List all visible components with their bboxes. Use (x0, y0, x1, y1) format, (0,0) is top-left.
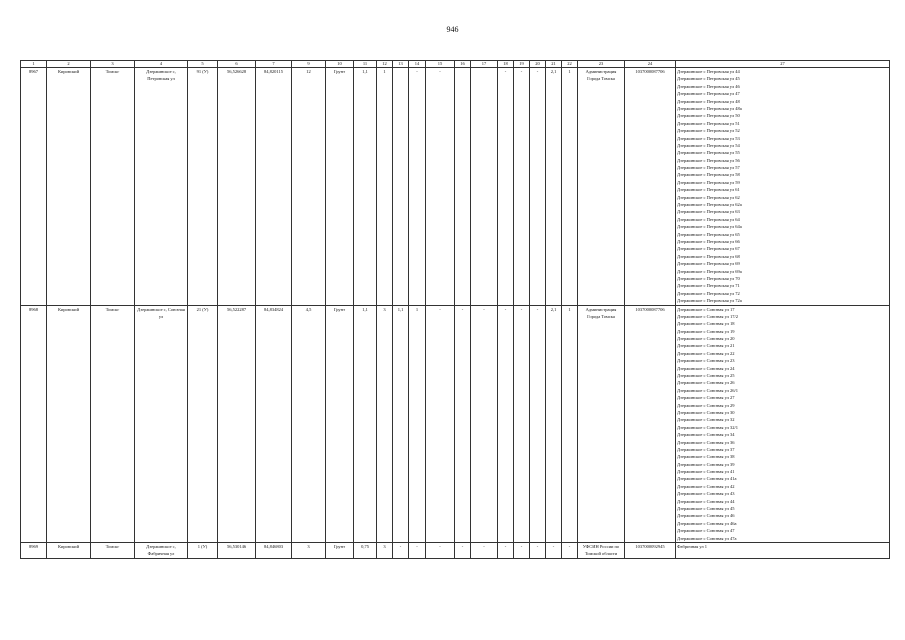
cell-c18: - (498, 305, 514, 543)
cell-c15: - (426, 305, 455, 543)
column-header-9: 9 (292, 61, 326, 68)
cell-c14: - (409, 543, 426, 559)
column-header-4: 4 (135, 61, 188, 68)
address-item: Дзержинское с Союзная ул 46 (677, 513, 735, 519)
registry-table (20, 60, 890, 559)
column-header-row (21, 61, 890, 68)
cell-c7: 84,834824 (256, 305, 292, 543)
column-header-5: 5 (188, 61, 218, 68)
address-item: Дзержинское с Петровская ул 61 (677, 187, 740, 193)
address-item: Дзержинское с Союзная ул 25 (677, 373, 735, 379)
cell-c4: Дзержинское с, Фабричная ул (135, 543, 188, 559)
column-header-15: 15 (426, 61, 455, 68)
cell-addresses (676, 305, 890, 543)
column-header-7: 7 (256, 61, 292, 68)
address-item: Дзержинское с Петровская ул 56 (677, 157, 740, 163)
page-number: 946 (446, 25, 459, 34)
cell-c7: 84,846803 (256, 543, 292, 559)
cell-c9: 4,5 (292, 305, 326, 543)
cell-c10: Грунт (326, 68, 354, 306)
address-item: Дзержинское с Союзная ул 44 (677, 498, 735, 504)
address-item: Дзержинское с Петровская ул 48 (677, 98, 740, 104)
address-item: Дзержинское с Петровская ул 72а (677, 298, 742, 304)
cell-c20: - (530, 543, 546, 559)
address-item: Дзержинское с Петровская ул 62а (677, 202, 742, 208)
address-item: Дзержинское с Петровская ул 64а (677, 224, 742, 230)
address-item: Фабричная ул 1 (677, 544, 708, 549)
cell-c11: 1,1 (354, 305, 377, 543)
cell-c23: Администрация Города Томска (578, 305, 625, 543)
column-header-6: 6 (218, 61, 256, 68)
address-item: Дзержинское с Петровская ул 63 (677, 209, 740, 215)
column-header-22: 22 (562, 61, 578, 68)
address-item: Дзержинское с Петровская ул 54 (677, 142, 740, 148)
address-item: Дзержинское с Петровская ул 62 (677, 194, 740, 200)
column-header-1: 1 (21, 61, 47, 68)
column-header-19: 19 (514, 61, 530, 68)
cell-c11: 0,75 (354, 543, 377, 559)
cell-c1: 8969 (21, 543, 47, 559)
address-item: Дзержинское с Союзная ул 37 (677, 446, 735, 452)
cell-c20: - (530, 305, 546, 543)
cell-c15: - (426, 68, 455, 306)
address-item: Дзержинское с Союзная ул 32 (677, 417, 735, 423)
cell-c10: Грунт (326, 305, 354, 543)
address-item: Дзержинское с Петровская ул 50 (677, 113, 740, 119)
table-row (21, 543, 890, 559)
cell-c19: - (514, 305, 530, 543)
column-header-24: 24 (625, 61, 676, 68)
column-header-20: 20 (530, 61, 546, 68)
cell-c11: 1,1 (354, 68, 377, 306)
cell-c2: Кировский (47, 68, 91, 306)
address-item: Дзержинское с Петровская ул 44 (677, 69, 740, 74)
address-item: Дзержинское с Петровская ул 55 (677, 150, 740, 156)
cell-c14: - (409, 68, 426, 306)
address-item: Дзержинское с Петровская ул 58 (677, 172, 740, 178)
cell-c5: 1 (У) (188, 543, 218, 559)
cell-c18: - (498, 543, 514, 559)
cell-c2: Кировский (47, 305, 91, 543)
cell-c5: 21 (У) (188, 305, 218, 543)
address-item: Дзержинское с Петровская ул 71 (677, 283, 740, 289)
table-row (21, 68, 890, 306)
address-item: Дзержинское с Петровская ул 47 (677, 91, 740, 97)
cell-c12: 1 (377, 68, 393, 306)
address-item: Дзержинское с Петровская ул 66 (677, 238, 740, 244)
column-header-17: 17 (471, 61, 498, 68)
cell-c24: 1037000087706 (625, 68, 676, 306)
address-item: Дзержинское с Союзная ул 45 (677, 506, 735, 512)
cell-c24: 1037000087706 (625, 305, 676, 543)
cell-c4: Дзержинское с, Петровская ул (135, 68, 188, 306)
address-item: Дзержинское с Петровская ул 53 (677, 135, 740, 141)
cell-c10: Грунт (326, 543, 354, 559)
cell-c12: 3 (377, 543, 393, 559)
column-header-12: 12 (377, 61, 393, 68)
cell-c16: - (455, 305, 471, 543)
cell-c6: 56,530146 (218, 543, 256, 559)
column-header-3: 3 (91, 61, 135, 68)
address-item: Дзержинское с Союзная ул 21 (677, 343, 735, 349)
cell-c9: 3 (292, 543, 326, 559)
cell-c13 (393, 68, 409, 306)
cell-c3: Томскг (91, 543, 135, 559)
address-item: Дзержинское с Союзная ул 26 (677, 380, 735, 386)
cell-c18: - (498, 68, 514, 306)
column-header-27: 27 (676, 61, 890, 68)
cell-c21: - (546, 543, 562, 559)
cell-c24: 1037000092945 (625, 543, 676, 559)
cell-c17: - (471, 305, 498, 543)
address-item: Дзержинское с Петровская ул 46 (677, 83, 740, 89)
address-item: Дзержинское с Союзная ул 47 (677, 528, 735, 534)
cell-c7: 84,820115 (256, 68, 292, 306)
column-header-16: 16 (455, 61, 471, 68)
column-header-23: 23 (578, 61, 625, 68)
cell-c1: 8968 (21, 305, 47, 543)
cell-c13: - (393, 543, 409, 559)
address-item: Дзержинское с Союзная ул 47а (677, 535, 737, 541)
cell-c12: 3 (377, 305, 393, 543)
cell-c20: - (530, 68, 546, 306)
column-header-21: 21 (546, 61, 562, 68)
address-item: Дзержинское с Союзная ул 27 (677, 395, 735, 401)
cell-c23: Администрация Города Томска (578, 68, 625, 306)
cell-c16 (455, 68, 471, 306)
address-item: Дзержинское с Петровская ул 64 (677, 216, 740, 222)
cell-c17 (471, 68, 498, 306)
column-header-18: 18 (498, 61, 514, 68)
column-header-13: 13 (393, 61, 409, 68)
table-row (21, 305, 890, 543)
address-item: Дзержинское с Союзная ул 38 (677, 454, 735, 460)
address-item: Дзержинское с Петровская ул 65 (677, 231, 740, 237)
cell-c22: - (562, 543, 578, 559)
cell-c3: Томскг (91, 305, 135, 543)
address-item: Дзержинское с Союзная ул 39 (677, 461, 735, 467)
cell-c1: 8967 (21, 68, 47, 306)
address-item: Дзержинское с Союзная ул 26/1 (677, 387, 739, 393)
cell-c4: Дзержинское с, Союзная ул (135, 305, 188, 543)
column-header-14: 14 (409, 61, 426, 68)
address-item: Дзержинское с Союзная ул 18 (677, 321, 735, 327)
cell-c5: 91 (У) (188, 68, 218, 306)
cell-c9: 12 (292, 68, 326, 306)
address-item: Дзержинское с Союзная ул 22 (677, 350, 735, 356)
cell-c16: - (455, 543, 471, 559)
cell-c19: - (514, 543, 530, 559)
column-header-10: 10 (326, 61, 354, 68)
cell-c22: 1 (562, 68, 578, 306)
cell-c3: Томскг (91, 68, 135, 306)
address-item: Дзержинское с Союзная ул 19 (677, 328, 735, 334)
address-item: Дзержинское с Петровская ул 70 (677, 275, 740, 281)
column-header-2: 2 (47, 61, 91, 68)
address-item: Дзержинское с Союзная ул 30 (677, 409, 735, 415)
address-item: Дзержинское с Союзная ул 43 (677, 491, 735, 497)
address-item: Дзержинское с Союзная ул 46а (677, 520, 737, 526)
address-item: Дзержинское с Союзная ул 36 (677, 439, 735, 445)
cell-c2: Кировский (47, 543, 91, 559)
address-item: Дзержинское с Петровская ул 59 (677, 179, 740, 185)
address-item: Дзержинское с Союзная ул 20 (677, 336, 735, 342)
address-item: Дзержинское с Союзная ул 41а (677, 476, 737, 482)
address-item: Дзержинское с Союзная ул 34 (677, 432, 735, 438)
cell-c13: 1,1 (393, 305, 409, 543)
address-item: Дзержинское с Союзная ул 29 (677, 402, 735, 408)
address-item: Дзержинское с Союзная ул 17/2 (677, 313, 739, 319)
column-header-11: 11 (354, 61, 377, 68)
cell-c15: - (426, 543, 455, 559)
address-item: Дзержинское с Петровская ул 69 (677, 261, 740, 267)
cell-c19: - (514, 68, 530, 306)
address-item: Дзержинское с Петровская ул 57 (677, 165, 740, 171)
cell-addresses (676, 543, 890, 559)
cell-c17: - (471, 543, 498, 559)
address-item: Дзержинское с Петровская ул 67 (677, 246, 740, 252)
address-item: Дзержинское с Союзная ул 24 (677, 365, 735, 371)
cell-c6: 56,522287 (218, 305, 256, 543)
address-item: Дзержинское с Союзная ул 17 (677, 306, 735, 312)
cell-c23: УФСИН России по Томской области (578, 543, 625, 559)
cell-addresses (676, 68, 890, 306)
address-item: Дзержинское с Петровская ул 48а (677, 105, 742, 111)
address-item: Дзержинское с Союзная ул 32/1 (677, 424, 739, 430)
cell-c6: 56,526628 (218, 68, 256, 306)
address-item: Дзержинское с Петровская ул 52 (677, 128, 740, 134)
address-item: Дзержинское с Петровская ул 51 (677, 120, 740, 126)
cell-c21: 2,1 (546, 305, 562, 543)
address-item: Дзержинское с Петровская ул 45 (677, 76, 740, 82)
cell-c22: 1 (562, 305, 578, 543)
cell-c14: 1 (409, 305, 426, 543)
address-item: Дзержинское с Союзная ул 42 (677, 483, 735, 489)
address-item: Дзержинское с Союзная ул 41 (677, 469, 735, 475)
cell-c21: 2,1 (546, 68, 562, 306)
address-item: Дзержинское с Петровская ул 72 (677, 290, 740, 296)
address-item: Дзержинское с Петровская ул 69а (677, 268, 742, 274)
address-item: Дзержинское с Союзная ул 23 (677, 358, 735, 364)
address-item: Дзержинское с Петровская ул 68 (677, 253, 740, 259)
